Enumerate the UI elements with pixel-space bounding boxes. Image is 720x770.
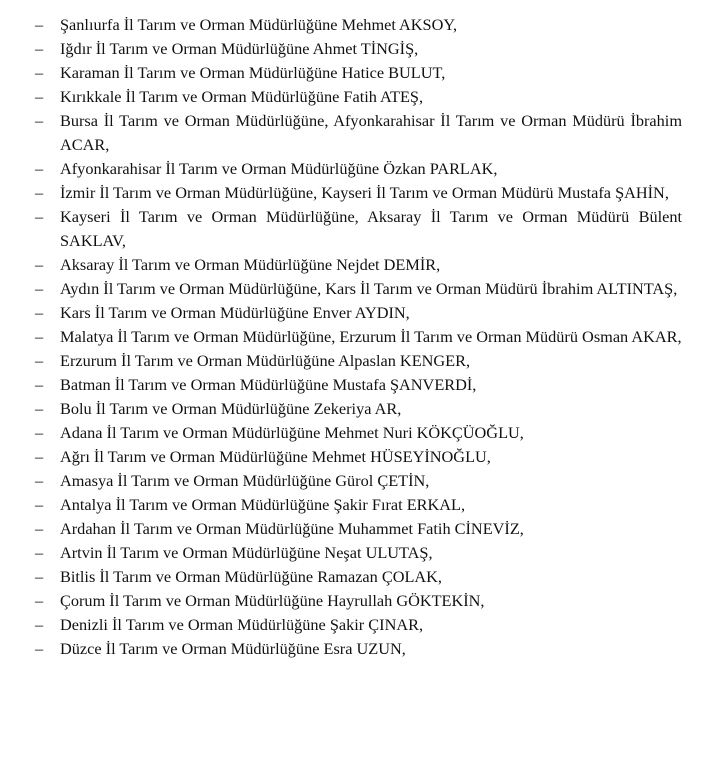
list-item	[0, 277, 720, 301]
list-item	[0, 469, 720, 493]
list-item	[0, 85, 720, 109]
list-item	[0, 637, 720, 661]
list-dash: –	[35, 327, 44, 346]
list-dash: –	[35, 639, 44, 658]
list-dash: –	[35, 303, 44, 322]
list-item-text: Ağrı İl Tarım ve Orman Müdürlüğüne Mehmet HÜSEYİNOĞLU,	[60, 447, 491, 466]
list-item-text: Adana İl Tarım ve Orman Müdürlüğüne Mehmet Nuri KÖKÇÜOĞLU,	[60, 423, 524, 442]
list-dash: –	[35, 495, 44, 514]
list-item-text: Artvin İl Tarım ve Orman Müdürlüğüne Neşat ULUTAŞ,	[60, 543, 433, 562]
list-dash: –	[35, 447, 44, 466]
list-item-text: Aksaray İl Tarım ve Orman Müdürlüğüne Nejdet DEMİR,	[60, 255, 441, 274]
list-item-text: Denizli İl Tarım ve Orman Müdürlüğüne Şakir ÇINAR,	[60, 615, 424, 634]
list-item-text: Kırıkkale İl Tarım ve Orman Müdürlüğüne Fatih ATEŞ,	[60, 87, 424, 106]
list-dash: –	[35, 183, 44, 202]
list-dash: –	[35, 519, 44, 538]
list-item	[0, 565, 720, 589]
list-item	[0, 13, 720, 37]
list-item	[0, 325, 720, 349]
list-item	[0, 253, 720, 277]
list-item	[0, 589, 720, 613]
list-item	[0, 493, 720, 517]
list-item	[0, 37, 720, 61]
list-dash: –	[35, 159, 44, 178]
list-dash: –	[35, 399, 44, 418]
list-item-text: Ardahan İl Tarım ve Orman Müdürlüğüne Muhammet Fatih CİNEVİZ,	[60, 519, 524, 538]
list-item-text: Antalya İl Tarım ve Orman Müdürlüğüne Şakir Fırat ERKAL,	[60, 495, 466, 514]
list-item-text: Şanlıurfa İl Tarım ve Orman Müdürlüğüne Mehmet AKSOY,	[60, 15, 458, 34]
list-item	[0, 109, 720, 157]
list-item	[0, 181, 720, 205]
list-dash: –	[35, 87, 44, 106]
list-dash: –	[35, 543, 44, 562]
list-dash: –	[35, 255, 44, 274]
list-item-text: Düzce İl Tarım ve Orman Müdürlüğüne Esra UZUN,	[60, 639, 406, 658]
appointment-list	[0, 13, 720, 661]
list-dash: –	[35, 39, 44, 58]
list-dash: –	[35, 567, 44, 586]
list-item	[0, 157, 720, 181]
list-item	[0, 61, 720, 85]
list-dash: –	[35, 279, 44, 298]
list-item-text: Karaman İl Tarım ve Orman Müdürlüğüne Hatice BULUT,	[60, 63, 446, 82]
list-item	[0, 445, 720, 469]
list-item	[0, 517, 720, 541]
list-dash: –	[35, 63, 44, 82]
list-item-text: Çorum İl Tarım ve Orman Müdürlüğüne Hayrullah GÖKTEKİN,	[60, 591, 485, 610]
list-item	[0, 613, 720, 637]
list-item-text: Erzurum İl Tarım ve Orman Müdürlüğüne Alpaslan KENGER,	[60, 351, 471, 370]
list-dash: –	[35, 15, 44, 34]
list-item-text: Iğdır İl Tarım ve Orman Müdürlüğüne Ahmet TİNGİŞ,	[60, 39, 419, 58]
list-item	[0, 421, 720, 445]
list-dash: –	[35, 423, 44, 442]
list-item	[0, 301, 720, 325]
list-item-text: Afyonkarahisar İl Tarım ve Orman Müdürlüğüne Özkan PARLAK,	[60, 159, 498, 178]
list-item	[0, 205, 720, 253]
list-dash: –	[35, 351, 44, 370]
list-dash: –	[35, 591, 44, 610]
list-item	[0, 541, 720, 565]
list-item-text: Batman İl Tarım ve Orman Müdürlüğüne Mustafa ŞANVERDİ,	[60, 375, 477, 394]
list-item-text: Kayseri İl Tarım ve Orman Müdürlüğüne, Aksaray İl Tarım ve Orman Müdürü Bülent SAKLAV,	[60, 207, 682, 250]
list-dash: –	[35, 111, 44, 130]
list-dash: –	[35, 207, 44, 226]
list-item	[0, 373, 720, 397]
list-item-text: Malatya İl Tarım ve Orman Müdürlüğüne, Erzurum İl Tarım ve Orman Müdürü Osman AKAR,	[60, 327, 682, 346]
list-dash: –	[35, 615, 44, 634]
list-item-text: İzmir İl Tarım ve Orman Müdürlüğüne, Kayseri İl Tarım ve Orman Müdürü Mustafa ŞAHİN,	[60, 183, 669, 202]
list-item	[0, 397, 720, 421]
list-item-text: Kars İl Tarım ve Orman Müdürlüğüne Enver AYDIN,	[60, 303, 410, 322]
list-dash: –	[35, 471, 44, 490]
list-item-text: Bitlis İl Tarım ve Orman Müdürlüğüne Ramazan ÇOLAK,	[60, 567, 443, 586]
list-item-text: Amasya İl Tarım ve Orman Müdürlüğüne Gürol ÇETİN,	[60, 471, 430, 490]
list-item-text: Bursa İl Tarım ve Orman Müdürlüğüne, Afyonkarahisar İl Tarım ve Orman Müdürü İbrahim ACAR,	[60, 111, 682, 154]
list-item-text: Bolu İl Tarım ve Orman Müdürlüğüne Zekeriya AR,	[60, 399, 402, 418]
list-item-text: Aydın İl Tarım ve Orman Müdürlüğüne, Kars İl Tarım ve Orman Müdürü İbrahim ALTINTAŞ,	[60, 279, 678, 298]
list-item	[0, 349, 720, 373]
list-dash: –	[35, 375, 44, 394]
